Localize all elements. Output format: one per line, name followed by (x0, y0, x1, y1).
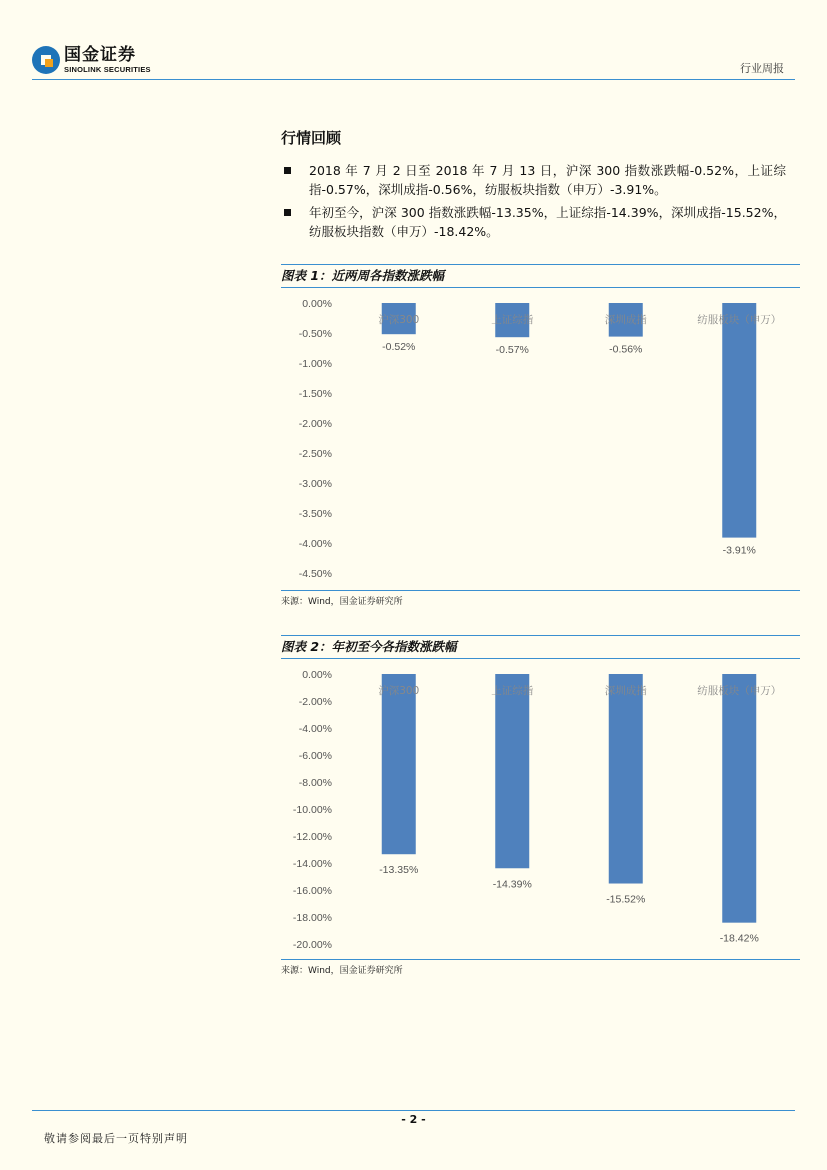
figure2-ytick-label: -2.00% (298, 696, 332, 708)
figure2-ytick-label: -8.00% (298, 777, 332, 789)
bullet-square-icon (284, 167, 291, 174)
figure2-ytick-label: -16.00% (292, 885, 332, 897)
figure2-data-label: -15.52% (606, 893, 646, 906)
figure1-ytick-label: -2.00% (298, 418, 332, 430)
figure2-ytick-label: -6.00% (298, 750, 332, 762)
figure1-ytick-label: -4.00% (298, 538, 332, 550)
figure2-ytick-label: 0.00% (302, 669, 332, 681)
figure2-chart (281, 661, 800, 959)
figure1-ytick-label: -1.50% (298, 388, 332, 400)
figure1-chart (281, 290, 800, 588)
figure1-category-label: 上证综指 (491, 314, 534, 326)
figure2-ytick-label: -18.00% (292, 912, 332, 924)
bullet-item (281, 203, 786, 241)
figure2-ytick-label: -10.00% (292, 804, 332, 816)
figure1-ytick-label: -0.50% (298, 328, 332, 340)
figure1-category-label: 沪深300 (378, 314, 420, 326)
figure2-ytick-label: -14.00% (292, 858, 332, 870)
figure2-chart-svg (281, 661, 800, 959)
figure1-category-label: 纺服板块（申万） (697, 314, 782, 326)
figure2-bar (722, 674, 756, 923)
figure1-bar (722, 303, 756, 538)
section-title: 行情回顾 (281, 129, 342, 147)
figure1-ytick-label: -2.50% (298, 448, 332, 460)
bullet-item (281, 161, 786, 199)
logo-chinese-name: 国金证券 (64, 44, 136, 65)
figure2-category-label: 沪深300 (378, 685, 420, 697)
figure2-ytick-label: -12.00% (292, 831, 332, 843)
figure1-source: 来源：Wind，国金证券研究所 (281, 590, 800, 607)
figure2-ytick-label: -4.00% (298, 723, 332, 735)
bullet-text: 年初至今，沪深 300 指数涨跌幅-13.35%，上证综指-14.39%，深圳成指-15.52%，纺服板块指数（申万）-18.42%。 (309, 205, 786, 239)
figure2-category-label: 上证综指 (491, 685, 534, 697)
bullet-square-icon (284, 209, 291, 216)
figure1-ytick-label: 0.00% (302, 298, 332, 310)
page-number: - 2 - (401, 1113, 426, 1126)
figure2-bar (609, 674, 643, 884)
figure1-category-label: 深圳成指 (604, 314, 647, 326)
figure2-category-label: 深圳成指 (604, 685, 647, 697)
figure1-ytick-label: -4.50% (298, 568, 332, 580)
bullet-text: 2018 年 7 月 2 日至 2018 年 7 月 13 日，沪深 300 指数涨跌幅-0.52%，上证综指-0.57%，深圳成指-0.56%，纺服板块指数（申万）-3.91%。 (309, 163, 786, 197)
figure2-bar (382, 674, 416, 854)
figure2-source: 来源：Wind，国金证券研究所 (281, 959, 800, 976)
figure2-data-label: -18.42% (719, 932, 759, 945)
figure2-ytick-label: -20.00% (292, 939, 332, 951)
figure1-data-label: -0.57% (495, 344, 529, 357)
figure1-ytick-label: -3.50% (298, 508, 332, 520)
logo-english-name: SINOLINK SECURITIES (64, 64, 151, 74)
figure2-bar (495, 674, 529, 868)
figure2-data-label: -13.35% (379, 864, 419, 877)
bullet-list (281, 161, 786, 245)
logo-mark-icon (32, 46, 60, 74)
figure2-data-label: -14.39% (492, 878, 532, 891)
figure1-ytick-label: -1.00% (298, 358, 332, 370)
figure2-title: 图表 2：年初至今各指数涨跌幅 (281, 635, 800, 659)
figure1-chart-svg (281, 290, 800, 588)
page-header (0, 0, 827, 80)
disclaimer-note: 敬请参阅最后一页特别声明 (44, 1132, 188, 1145)
company-logo (32, 46, 151, 74)
footer-divider (32, 1110, 795, 1111)
figure1-ytick-label: -3.00% (298, 478, 332, 490)
figure1-data-label: -0.52% (382, 341, 416, 354)
header-divider (32, 79, 795, 80)
figure1-data-label: -3.91% (722, 544, 756, 557)
figure1-title: 图表 1：近两周各指数涨跌幅 (281, 264, 800, 288)
figure2-category-label: 纺服板块（申万） (697, 685, 782, 697)
document-type: 行业周报 (740, 62, 784, 75)
figure1-data-label: -0.56% (609, 343, 643, 356)
